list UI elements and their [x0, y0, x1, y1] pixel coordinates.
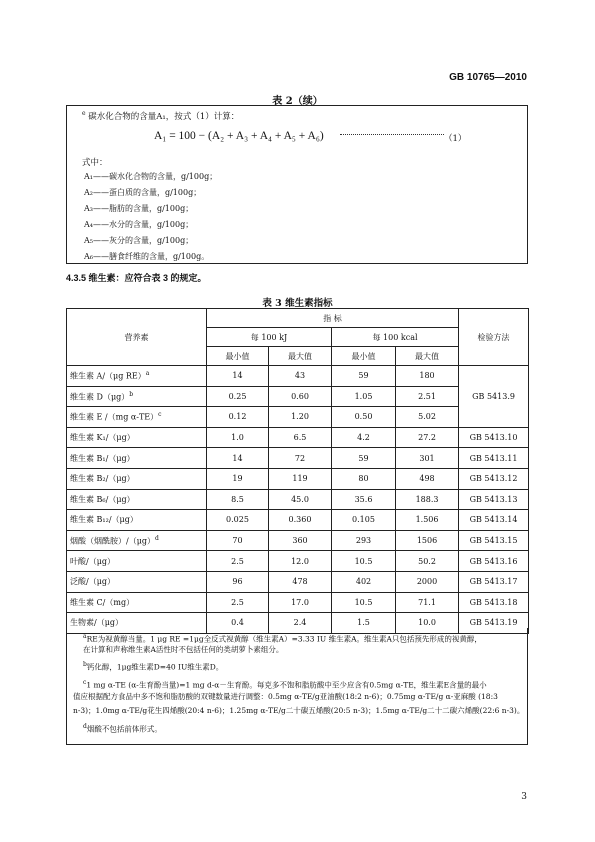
method-cell: GB 5413.16	[459, 551, 529, 572]
nutrient-name: 维生素 B₁/（μg）	[67, 448, 207, 469]
value-cell: 0.4	[207, 613, 269, 634]
method-cell: GB 5413.18	[459, 592, 529, 613]
footnote: $^b$钙化醇，1μg维生素D=40 IU维生素D。	[83, 661, 224, 672]
nutrient-name: 维生素 E /（mg α-TE）$^c$	[67, 407, 207, 428]
table3-footnotes	[66, 628, 528, 745]
value-cell: 180	[396, 366, 459, 387]
value-cell: 0.360	[269, 510, 332, 531]
nutrient-name: 维生素 B₂/（μg）	[67, 468, 207, 489]
table-row	[67, 592, 529, 613]
vitamin-table	[66, 308, 529, 634]
header-per-kcal: 每 100 kcal	[332, 328, 459, 347]
header-indicator: 指 标	[207, 309, 459, 328]
table-row	[67, 551, 529, 572]
value-cell: 17.0	[269, 592, 332, 613]
definition-item: A₁——碳水化合物的含量，g/100g；	[84, 172, 218, 181]
value-cell: 293	[332, 530, 396, 551]
nutrient-name: 维生素 A/（μg RE）$^a$	[67, 366, 207, 387]
value-cell: 14	[207, 448, 269, 469]
value-cell: 2.4	[269, 613, 332, 634]
table2-note	[82, 110, 239, 122]
footnote: 在计算和声称维生素A活性时不包括任何的类胡萝卜素组分。	[83, 645, 284, 654]
header-row	[67, 309, 529, 328]
value-cell: 1.0	[207, 427, 269, 448]
method-cell: GB 5413.17	[459, 571, 529, 592]
value-cell: 72	[269, 448, 332, 469]
value-cell: 2.51	[396, 386, 459, 407]
table2-title: 表 2（续）	[272, 96, 323, 107]
value-cell: 478	[269, 571, 332, 592]
value-cell: 59	[332, 448, 396, 469]
value-cell: 80	[332, 468, 396, 489]
nutrient-name: 维生素 K₁/（μg）	[67, 427, 207, 448]
value-cell: 0.50	[332, 407, 396, 428]
value-cell: 71.1	[396, 592, 459, 613]
value-cell: 0.25	[207, 386, 269, 407]
section-heading: 4.3.5 维生素：应符合表 3 的规定。	[66, 273, 207, 283]
table-row	[67, 468, 529, 489]
nutrient-name: 生物素/（μg）	[67, 613, 207, 634]
value-cell: 2.5	[207, 551, 269, 572]
header-min: 最小值	[332, 347, 396, 366]
definition-item: A₆——膳食纤维的含量，g/100g。	[84, 252, 210, 261]
value-cell: 59	[332, 366, 396, 387]
table-row	[67, 571, 529, 592]
page-number: 3	[521, 792, 527, 802]
value-cell: 10.0	[396, 613, 459, 634]
value-cell: 5.02	[396, 407, 459, 428]
value-cell: 402	[332, 571, 396, 592]
method-cell: GB 5413.15	[459, 530, 529, 551]
method-cell: GB 5413.10	[459, 427, 529, 448]
table3-title: 表 3 维生素指标	[262, 298, 333, 309]
nutrient-name: 维生素 $D(\mu g)^b$	[67, 386, 207, 407]
formula-leader	[340, 134, 444, 135]
value-cell: 6.5	[269, 427, 332, 448]
method-cell: GB 5413.11	[459, 448, 529, 469]
footnote: 值应根据配方食品中多不饱和脂肪酸的双键数量进行调整：0.5mg α-TE/g亚油酸(18:2 n-6)；0.75mg α-TE/g α-亚麻酸 (18:3	[73, 692, 498, 701]
value-cell: 4.2	[332, 427, 396, 448]
value-cell: 0.025	[207, 510, 269, 531]
value-cell: 2000	[396, 571, 459, 592]
header-per-kj: 每 100 kJ	[207, 328, 332, 347]
footnote: $^a$RE为视黄醇当量。1 μg RE =1μg全反式视黄醇（维生素A）=3.33 IU 维生素A。维生素A只包括预先形成的视黄醇，	[83, 633, 482, 644]
value-cell: 1.20	[269, 407, 332, 428]
table-row	[67, 448, 529, 469]
value-cell: 45.0	[269, 489, 332, 510]
table-row	[67, 489, 529, 510]
value-cell: 27.2	[396, 427, 459, 448]
nutrient-name: 泛酸/（μg）	[67, 571, 207, 592]
value-cell: 14	[207, 366, 269, 387]
value-cell: 43	[269, 366, 332, 387]
value-cell: 1.506	[396, 510, 459, 531]
value-cell: 10.5	[332, 592, 396, 613]
value-cell: 0.105	[332, 510, 396, 531]
value-cell: 1.5	[332, 613, 396, 634]
formula: A₁ = 100 − (A₂ + A₃ + A₄ + A₅ + A₆)	[154, 130, 324, 142]
header-max: 最大值	[396, 347, 459, 366]
definition-item: A₂——蛋白质的含量，g/100g；	[84, 188, 202, 197]
value-cell: 498	[396, 468, 459, 489]
value-cell: 8.5	[207, 489, 269, 510]
value-cell: 70	[207, 530, 269, 551]
definition-item: A₅——灰分的含量，g/100g；	[84, 236, 194, 245]
value-cell: 50.2	[396, 551, 459, 572]
definition-item: A₄——水分的含量，g/100g；	[84, 220, 194, 229]
note-text: 碳水化合物的含量A₁，按式（1）计算：	[88, 112, 240, 122]
definition-item: A₃——脂肪的含量，g/100g；	[84, 204, 194, 213]
standard-number: GB 10765—2010	[449, 72, 527, 83]
method-cell: GB 5413.9	[459, 366, 529, 428]
nutrient-name: 维生素 C/（mg）	[67, 592, 207, 613]
value-cell: 10.5	[332, 551, 396, 572]
method-cell: GB 5413.19	[459, 613, 529, 634]
value-cell: 188.3	[396, 489, 459, 510]
value-cell: 1.05	[332, 386, 396, 407]
value-cell: 301	[396, 448, 459, 469]
nutrient-name: 维生素 B₆/（μg）	[67, 489, 207, 510]
value-cell: 119	[269, 468, 332, 489]
nutrient-name: 维生素 B₁₂/（μg）	[67, 510, 207, 531]
method-cell: GB 5413.14	[459, 510, 529, 531]
value-cell: 0.60	[269, 386, 332, 407]
value-cell: 360	[269, 530, 332, 551]
table-row	[67, 510, 529, 531]
header-nutrient: 营养素	[67, 309, 207, 366]
nutrient-name: 叶酸/（μg）	[67, 551, 207, 572]
value-cell: 12.0	[269, 551, 332, 572]
value-cell: 35.6	[332, 489, 396, 510]
header-min: 最小值	[207, 347, 269, 366]
note-mark: e	[82, 110, 86, 118]
table-row	[67, 530, 529, 551]
table-row	[67, 366, 529, 387]
value-cell: 19	[207, 468, 269, 489]
nutrient-name: 烟酸（烟酰胺）$/(\mu g)^d$	[67, 530, 207, 551]
header-method: 检验方法	[459, 309, 529, 366]
method-cell: GB 5413.13	[459, 489, 529, 510]
method-cell: GB 5413.12	[459, 468, 529, 489]
footnote: $^c$1 mg α-TE (α-生育酚当量)=1 mg d-α－生育酚。每克多不饱和脂肪酸中至少应含有0.5mg α-TE，维生素E含量的最小	[83, 679, 487, 690]
table-row	[67, 427, 529, 448]
value-cell: 0.12	[207, 407, 269, 428]
formula-number: （1）	[444, 134, 467, 144]
footnote: $^d$烟酸不包括前体形式。	[83, 723, 162, 734]
footnote: n-3)；1.0mg α-TE/g花生四烯酸(20:4 n-6)；1.25mg α-TE/g二十碳五烯酸(20:5 n-3)；1.5mg α-TE/g二十二碳六烯酸(22:6 n-3)。	[73, 706, 525, 715]
header-max: 最大值	[269, 347, 332, 366]
value-cell: 2.5	[207, 592, 269, 613]
value-cell: 1506	[396, 530, 459, 551]
where-label: 式中：	[82, 158, 108, 168]
value-cell: 96	[207, 571, 269, 592]
